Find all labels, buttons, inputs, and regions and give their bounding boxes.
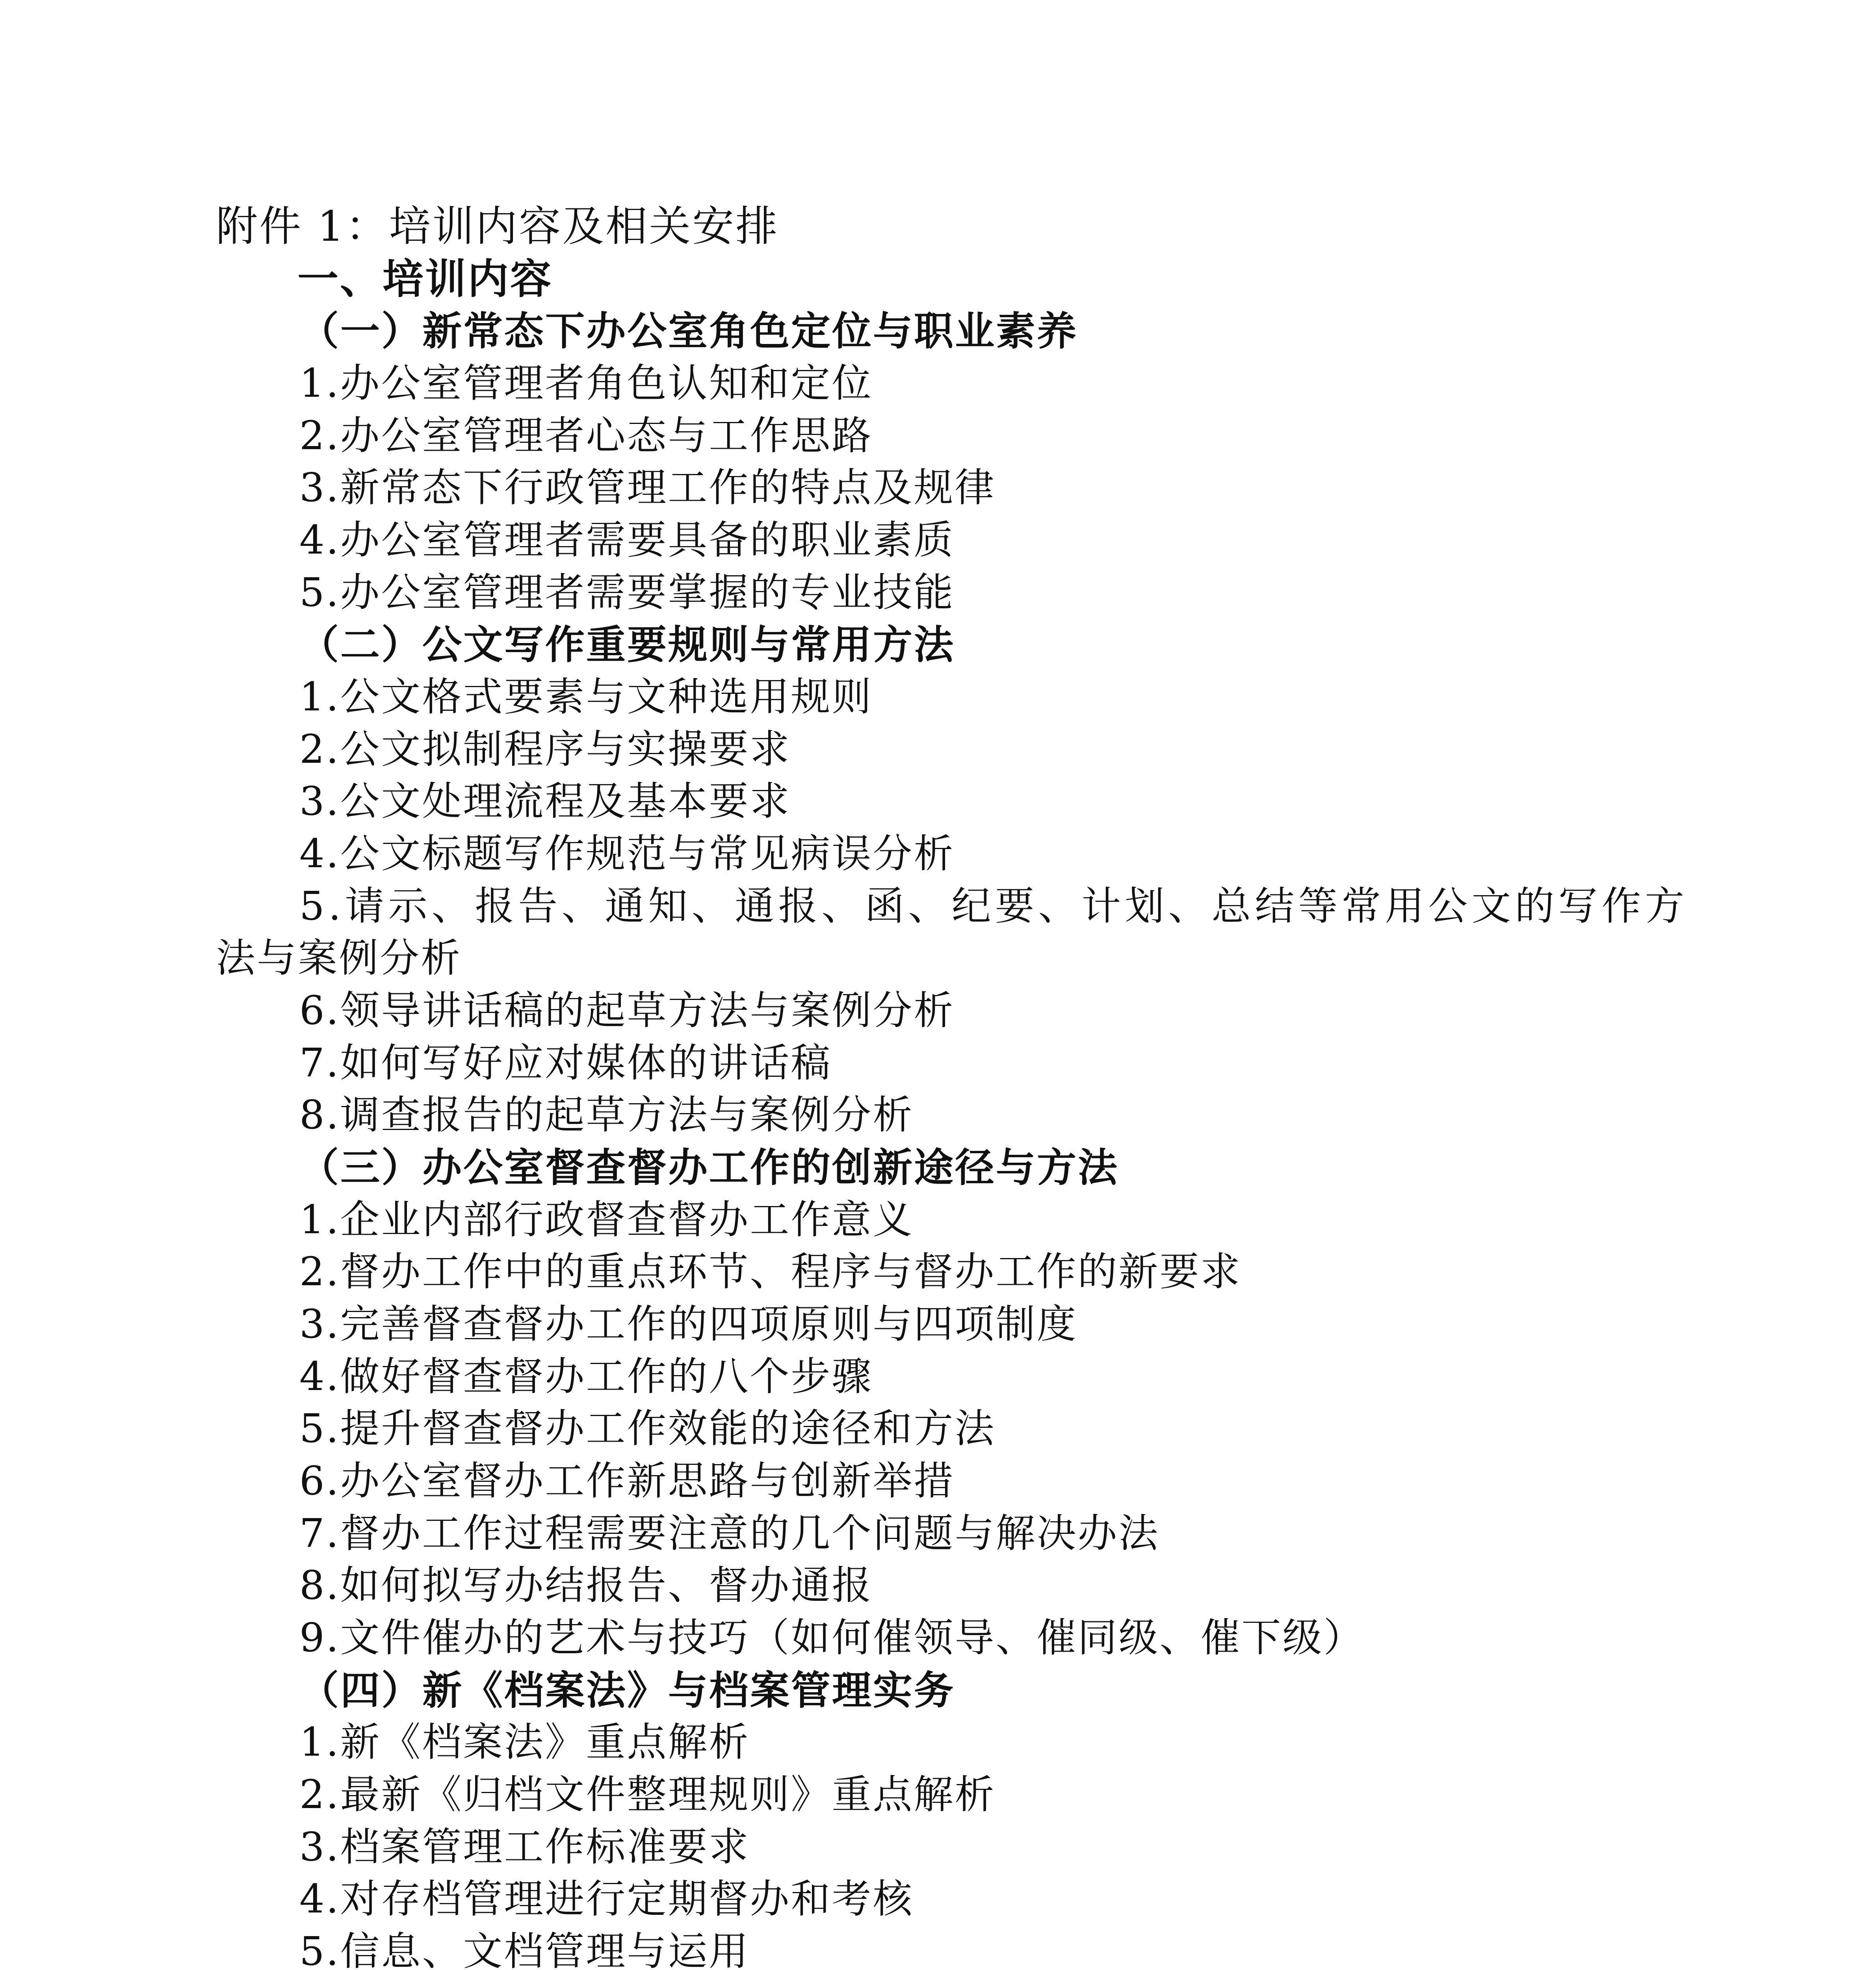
list-item: 4.对存档管理进行定期督办和考核 — [299, 1876, 914, 1922]
list-item: 1.公文格式要素与文种选用规则 — [299, 674, 873, 720]
list-item: 2.办公室管理者心态与工作思路 — [299, 413, 873, 459]
list-item-continuation: 法与案例分析 — [216, 935, 462, 981]
list-item: 9.文件催办的艺术与技巧（如何催领导、催同级、催下级） — [299, 1615, 1365, 1661]
list-item: 2.督办工作中的重点环节、程序与督办工作的新要求 — [299, 1249, 1242, 1295]
list-item: 7.如何写好应对媒体的讲话稿 — [299, 1040, 832, 1086]
list-item: 4.办公室管理者需要具备的职业素质 — [299, 517, 955, 563]
list-item: 3.完善督查督办工作的四项原则与四项制度 — [299, 1301, 1078, 1347]
subsection-heading-2: （二）公文写作重要规则与常用方法 — [299, 621, 955, 668]
list-item: 1.企业内部行政督查督办工作意义 — [299, 1197, 914, 1243]
subsection-heading-1: （一）新常态下办公室角色定位与职业素养 — [299, 308, 1078, 354]
list-item: 8.调查报告的起草方法与案例分析 — [299, 1092, 914, 1138]
subsection-heading-3: （三）办公室督查督办工作的创新途径与方法 — [299, 1144, 1119, 1191]
document-title: 附件 1：培训内容及相关安排 — [216, 202, 779, 251]
list-item: 5.办公室管理者需要掌握的专业技能 — [299, 569, 955, 615]
list-item: 4.公文标题写作规范与常见病误分析 — [299, 831, 955, 877]
list-item: 5.请示、报告、通知、通报、函、纪要、计划、总结等常用公文的写作方 — [299, 883, 1688, 929]
list-item: 5.提升督查督办工作效能的途径和方法 — [299, 1405, 996, 1451]
list-item: 7.督办工作过程需要注意的几个问题与解决办法 — [299, 1510, 1160, 1556]
list-item: 5.信息、文档管理与运用 — [299, 1928, 750, 1970]
list-item: 3.档案管理工作标准要求 — [299, 1824, 750, 1870]
list-item: 2.最新《归档文件整理规则》重点解析 — [299, 1771, 996, 1818]
section-heading: 一、培训内容 — [297, 255, 553, 303]
list-item: 6.领导讲话稿的起草方法与案例分析 — [299, 987, 955, 1033]
list-item: 3.新常态下行政管理工作的特点及规律 — [299, 465, 996, 511]
list-item: 2.公文拟制程序与实操要求 — [299, 726, 791, 772]
subsection-heading-4: （四）新《档案法》与档案管理实务 — [299, 1667, 955, 1714]
list-item: 4.做好督查督办工作的八个步骤 — [299, 1353, 873, 1399]
list-item: 6.办公室督办工作新思路与创新举措 — [299, 1458, 955, 1504]
list-item: 8.如何拟写办结报告、督办通报 — [299, 1562, 873, 1608]
list-item: 1.新《档案法》重点解析 — [299, 1719, 750, 1765]
list-item: 1.办公室管理者角色认知和定位 — [299, 360, 873, 406]
list-item: 3.公文处理流程及基本要求 — [299, 778, 791, 824]
